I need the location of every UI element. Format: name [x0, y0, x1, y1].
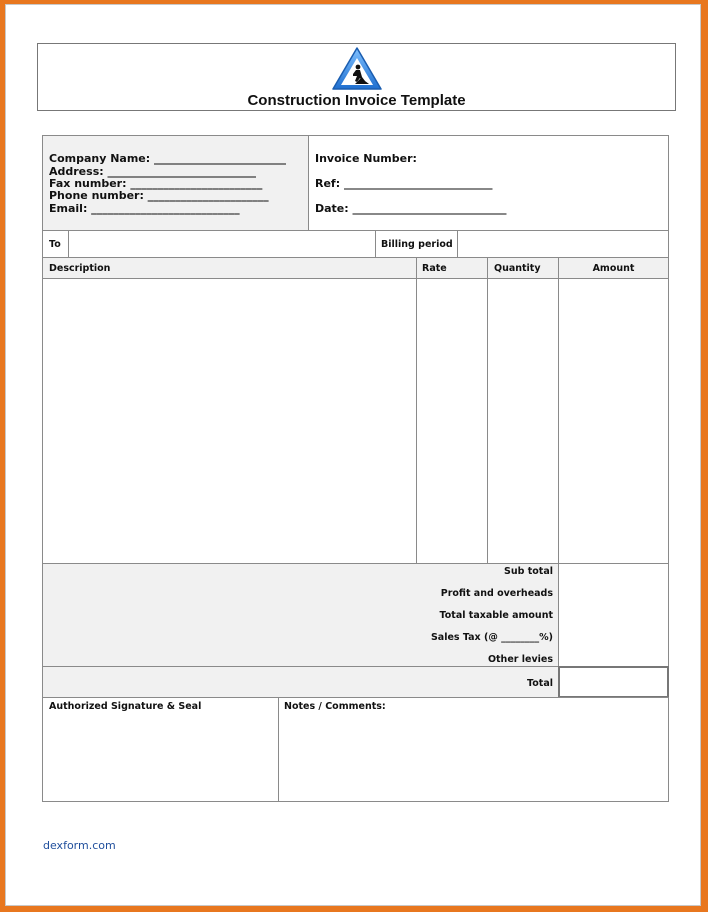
notes-box[interactable] [278, 697, 669, 802]
quantity-header: Quantity [494, 263, 541, 274]
description-column[interactable] [42, 278, 417, 564]
header-box [37, 43, 676, 111]
totals-values-box[interactable] [558, 563, 669, 667]
page-title: Construction Invoice Template [247, 92, 466, 109]
company-name-field[interactable]: Company Name: ________________________ [49, 152, 286, 165]
invoice-number-field[interactable]: Invoice Number: [315, 152, 417, 165]
billing-period-label: Billing period [381, 239, 453, 250]
source-link[interactable]: dexform.com [43, 839, 116, 852]
amount-header: Amount [592, 263, 635, 274]
subtotal-label: Sub total [504, 566, 553, 577]
fax-field[interactable]: Fax number: ________________________ [49, 177, 263, 190]
taxable-label: Total taxable amount [439, 610, 553, 621]
signature-label: Authorized Signature & Seal [49, 701, 202, 712]
invoice-page [5, 4, 701, 906]
rate-header: Rate [422, 263, 447, 274]
phone-field[interactable]: Phone number: ______________________ [49, 189, 269, 202]
rate-column[interactable] [416, 278, 488, 564]
description-header: Description [49, 263, 111, 274]
billing-period-input[interactable] [459, 231, 668, 257]
quantity-column[interactable] [487, 278, 559, 564]
other-levies-label: Other levies [487, 654, 553, 665]
total-label: Total [527, 678, 553, 689]
address-field[interactable]: Address: ___________________________ [49, 165, 256, 178]
to-input[interactable] [70, 231, 376, 257]
notes-label: Notes / Comments: [284, 701, 386, 712]
signature-box[interactable] [42, 697, 279, 802]
to-label: To [49, 239, 61, 250]
construction-worker-icon [331, 46, 383, 92]
total-value-box[interactable] [558, 666, 669, 698]
sales-tax-label: Sales Tax (@ ________%) [430, 632, 553, 643]
ref-field[interactable]: Ref: ___________________________ [315, 177, 493, 190]
profit-label: Profit and overheads [440, 588, 553, 599]
amount-column[interactable] [558, 278, 669, 564]
email-field[interactable]: Email: ___________________________ [49, 202, 240, 215]
date-field[interactable]: Date: ____________________________ [315, 202, 507, 215]
